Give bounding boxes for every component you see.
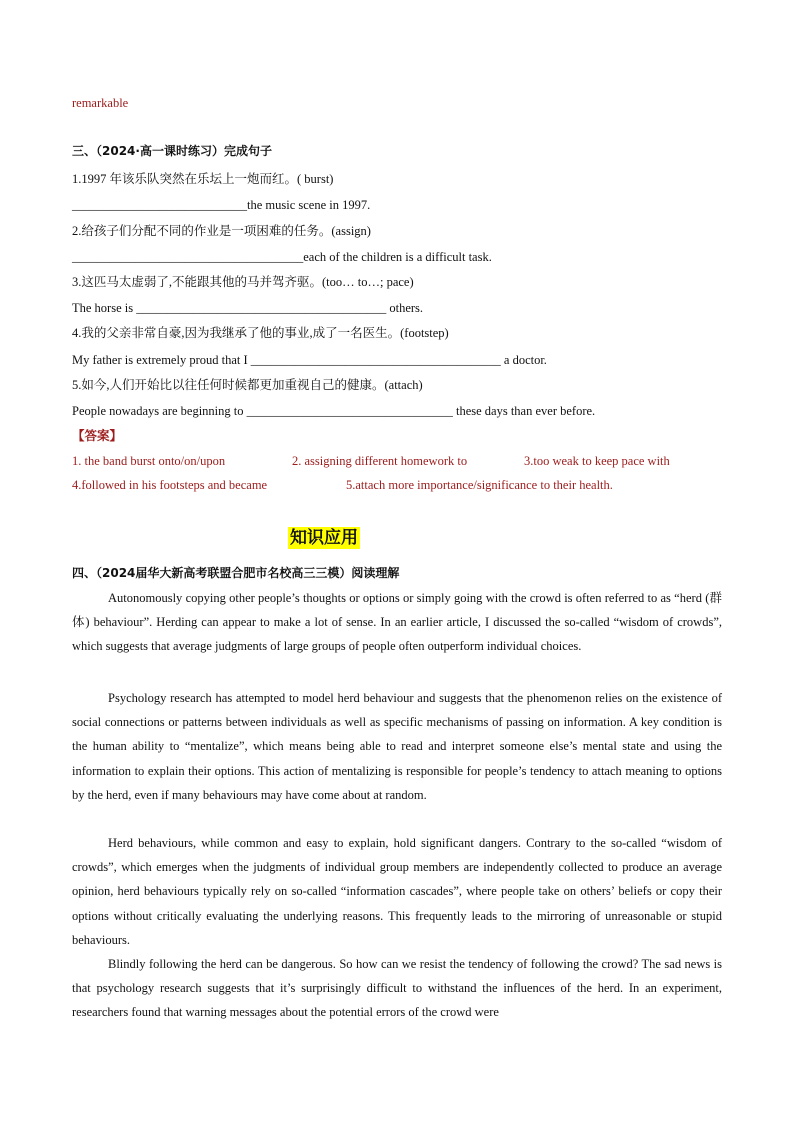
answer-item: 3.too weak to keep pace with [524,454,670,468]
section3-heading: 三、（2024·高一课时练习）完成句子 [72,144,272,158]
exercise-line: People nowadays are beginning to _________________________________ these days than ever before. [72,404,596,418]
answer-item: 4.followed in his footsteps and became [72,478,268,492]
exercise-line: 3.这匹马太虚弱了,不能跟其他的马并驾齐驱。(too… to…; pace) [72,275,414,289]
paragraph: Psychology research has attempted to model herd behaviour and suggests that the phenomenon relies on the existence of social connections or patterns between individuals as well as specific mechanisms of passing on information. A key condition is the human ability to “mentalize”, which means being able to read and interpret someone else’s mental state and using the information to explain their options. This action of mentalizing is responsible for people’s tendency to attach meaning to options by the herd, even if many behaviours may have come about at random. [72,691,722,802]
section-banner: 知识应用 [290,528,358,548]
answer-item: 5.attach more importance/significance to their health. [346,478,613,492]
paragraph: Autonomously copying other people’s thoughts or options or simply going with the crowd is often referred to as “herd (群体) behaviour”. Herding can appear to make a lot of sense. In an earlier article, I discussed the so-called “wisdom of crowds”, which suggests that average judgments of large groups of people often outperform individual choices. [72,591,722,654]
top-word: remarkable [72,96,129,110]
section4-heading: 四、（2024届华大新高考联盟合肥市名校高三三模）阅读理解 [72,566,400,580]
paragraph: Blindly following the herd can be dangerous. So how can we resist the tendency of following the crowd? The sad news is that psychology research suggests that it’s surprisingly difficult to withstand the influences of the herd. In an experiment, researchers found that warning messages about the potential errors of the crowd were [72,957,722,1020]
exercise-line: _____________________________________each of the children is a difficult task. [72,250,492,264]
exercise-line: ____________________________the music scene in 1997. [72,198,371,212]
exercise-line: The horse is ________________________________________ others. [72,301,424,315]
exercise-line: 1.1997 年该乐队突然在乐坛上一炮而红。( burst) [72,172,334,186]
exercise-line: 4.我的父亲非常自豪,因为我继承了他的事业,成了一名医生。(footstep) [72,326,449,340]
exercise-line: 2.给孩子们分配不同的作业是一项困难的任务。(assign) [72,224,371,238]
exercise-line: 5.如今,人们开始比以往任何时候都更加重视自己的健康。(attach) [72,378,423,392]
paragraph: Herd behaviours, while common and easy to explain, hold significant dangers. Contrary to the so-called “wisdom of crowds”, which emerges when the judgments of individual group members are independently collected to produce an average opinion, herd behaviours typically rely on so-called “information cascades”, where people take on others’ beliefs or copy their options without critically evaluating the underlying reasons. This frequently leads to the mirroring of unreasonable or stupid behaviours. [72,836,722,947]
answer-label: 【答案】 [72,428,123,443]
exercise-line: My father is extremely proud that I ________________________________________ a doctor. [72,353,547,367]
answer-item: 1. the band burst onto/on/upon [72,454,226,468]
answer-item: 2. assigning different homework to [292,454,468,468]
